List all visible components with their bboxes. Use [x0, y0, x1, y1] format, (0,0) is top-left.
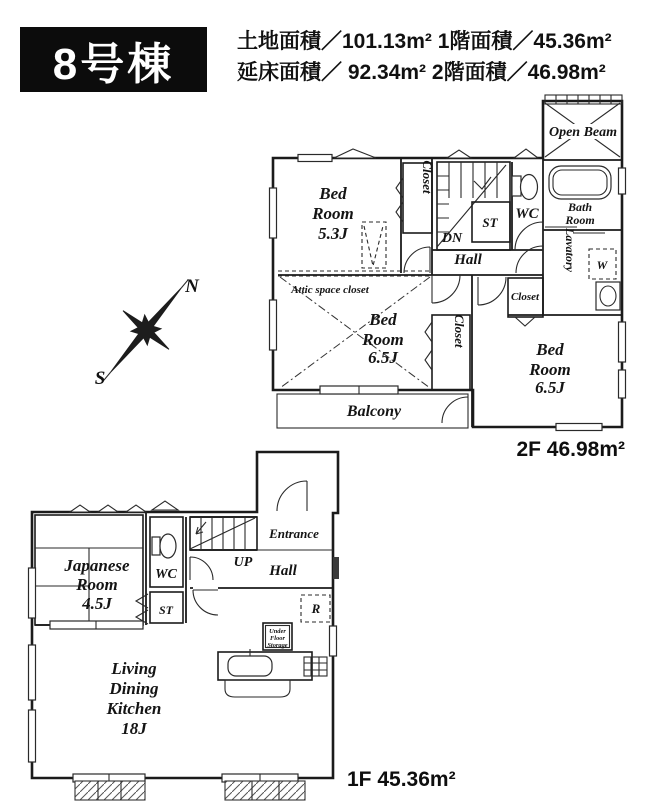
- wc-1f-label: WC: [155, 567, 177, 582]
- hall-1f-label: Hall: [269, 563, 297, 579]
- bedroom3-size: 6.5J: [535, 378, 565, 397]
- bedroom3-label: Room: [529, 360, 571, 379]
- lavatory-label: Lavatory: [563, 228, 577, 272]
- closet-mid-label: Closet: [452, 314, 467, 348]
- compass-north-label: N: [185, 276, 199, 297]
- storage-2f-label: ST: [482, 215, 498, 230]
- bedroom2-size: 6.5J: [368, 348, 398, 367]
- up-label: UP: [233, 555, 253, 570]
- bathroom-label: Room: [565, 213, 595, 227]
- ldk-label: Dining: [109, 679, 159, 698]
- floor-1f-area-label: 1F 45.36m²: [347, 768, 456, 791]
- open-beam-label: Open Beam: [548, 125, 618, 140]
- bedroom1-label: Room: [312, 204, 354, 223]
- japanese-room-size: 4.5J: [82, 594, 112, 613]
- washer-label: W: [596, 258, 608, 272]
- deck-step: [225, 781, 305, 800]
- balcony-label: Balcony: [346, 403, 402, 420]
- compass-rose: [81, 260, 212, 400]
- balcony-door-arc: [442, 397, 468, 423]
- bathroom-label: Bath: [567, 200, 593, 214]
- toilet-tank-1f: [152, 537, 160, 555]
- ldk-size: 18J: [121, 719, 147, 738]
- bedroom2-label: Bed: [369, 310, 397, 329]
- toilet-2f: [521, 175, 538, 200]
- closet-small-label: Closet: [510, 291, 540, 303]
- toilet-tank-2f: [512, 176, 521, 196]
- wc-2f-label: WC: [515, 206, 539, 222]
- bedroom3-label: Bed: [536, 340, 564, 359]
- floor-2f-area-label: 2F 46.98m²: [516, 438, 625, 461]
- land-area-line: 土地面積／101.13m² 1階面積／45.36m²: [237, 30, 612, 53]
- japanese-room-label: Room: [76, 575, 118, 594]
- closet-top-label: Closet: [420, 160, 435, 194]
- hall-2f-label: Hall: [454, 252, 482, 268]
- under-floor-storage-label: Storage: [267, 642, 288, 649]
- deck-step: [75, 781, 145, 800]
- under-floor-storage-label: Floor: [270, 635, 285, 642]
- floor-plan-1f: [29, 452, 456, 800]
- floor-area-line: 延床面積／ 92.34m² 2階面積／46.98m²: [237, 61, 606, 84]
- attic-closet-label: Attic space closet: [291, 284, 369, 296]
- storage-1f-label: ST: [158, 603, 174, 617]
- floor-plan-2f: [270, 95, 626, 461]
- dn-label: DN: [441, 231, 463, 246]
- fridge-label: R: [311, 601, 321, 616]
- building-number-badge: 8号棟: [20, 27, 207, 92]
- bedroom1-size: 5.3J: [318, 224, 348, 243]
- toilet-1f: [160, 534, 176, 558]
- bedroom2-label: Room: [362, 330, 404, 349]
- japanese-room-label: Japanese: [64, 556, 130, 575]
- under-floor-storage-label: Under: [269, 628, 286, 635]
- entrance-label: Entrance: [269, 526, 319, 541]
- ldk-label: Kitchen: [106, 699, 162, 718]
- outer-wall-1f: [32, 452, 338, 778]
- ldk-label: Living: [111, 659, 157, 678]
- compass-south-label: S: [94, 368, 106, 389]
- kitchen-sink: [228, 656, 272, 676]
- bedroom1-label: Bed: [319, 184, 347, 203]
